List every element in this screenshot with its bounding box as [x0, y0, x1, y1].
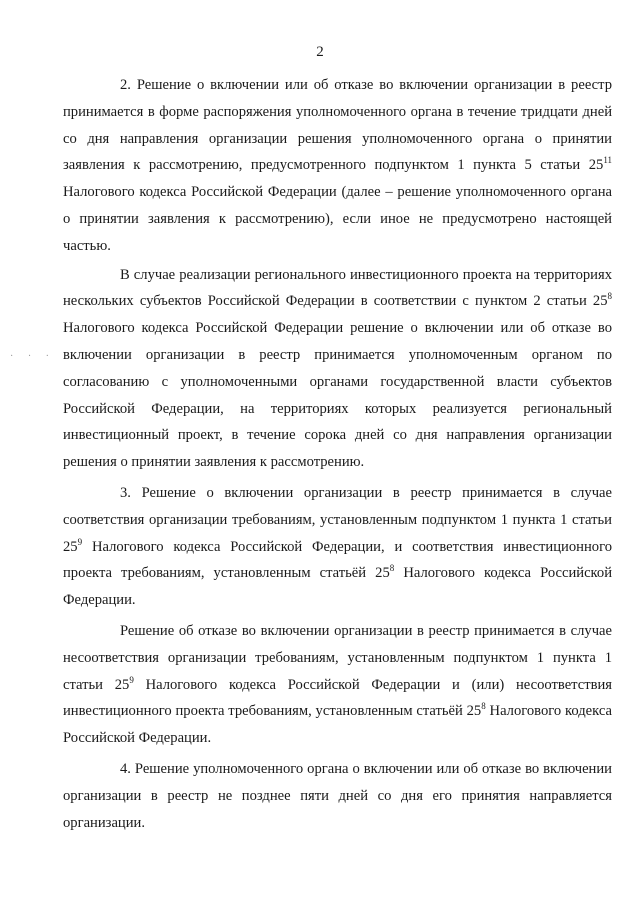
- text-segment: Налогового кодекса Российской Федерации (далее – решение уполномоченного органа о принятии заявления к рассмотрению), если иное не предусмотрено настоящей частью.: [63, 184, 612, 254]
- superscript: 11: [603, 155, 612, 166]
- text-segment: Налогового кодекса Российской Федерации и (или) несоответствия инвестиционного проекта требованиям, установленным статьёй 25: [63, 676, 613, 720]
- superscript: 8: [389, 563, 395, 574]
- paragraph-refusal: [63, 618, 612, 752]
- superscript: 8: [607, 291, 612, 302]
- superscript: 9: [129, 674, 134, 685]
- paragraph-clause-4: [63, 756, 612, 836]
- paragraph-clause-3: [63, 480, 612, 614]
- superscript: 8: [481, 701, 486, 712]
- text-segment: 3. Решение о включении организации в реестр принимается в случае соответствия организации требованиям, установленным подпунктом 1 пункта 1 статьи 25: [63, 484, 612, 555]
- text-segment: Налогового кодекса Российской Федерации, и соответствия инвестиционного проекта требованиям, установленным статьёй 25: [63, 538, 612, 582]
- paragraph-clause-2: [63, 72, 612, 260]
- text-segment: Налогового кодекса Российской Федерации решение о включении или об отказе во включении организации в реестр принимается уполномоченным органом по согласованию с уполномоченными органами государственной власти субъектов Российской Федерации, на территориях которых реализуется региональный инвестиционный проект, в течение сорока дней со дня направления организации решения о принятии заявления к рассмотрению.: [63, 320, 612, 471]
- document-body: [63, 72, 612, 838]
- text-segment: Налогового кодекса Российской Федерации.: [63, 703, 612, 747]
- text-segment: Решение об отказе во включении организации в реестр принимается в случае несоответствия организации требованиям, установленным подпунктом 1 пункта 1 статьи 25: [63, 622, 612, 693]
- text-segment: В случае реализации регионального инвестиционного проекта на территориях нескольких субъектов Российской Федерации в соответствии с пунктом 2 статьи 25: [63, 266, 612, 310]
- page-number: 2: [316, 44, 324, 60]
- margin-scan-marks: · · ·: [10, 351, 55, 362]
- text-segment: 4. Решение уполномоченного органа о включении или об отказе во включении организации в реестр не позднее пяти дней со дня его принятия направляется организации.: [63, 760, 612, 831]
- superscript: 9: [77, 536, 83, 547]
- text-segment: Налогового кодекса Российской Федерации.: [63, 565, 613, 609]
- text-segment: 2. Решение о включении или об отказе во включении организации в реестр принимается в форме распоряжения уполномоченного органа в течение тридцати дней со дня направления организации решения уполномоченного органа о принятии заявления к рассмотрению, предусмотренного подпунктом 1 пункта 5 статьи 25: [63, 77, 612, 174]
- paragraph-multi-region: [63, 262, 612, 476]
